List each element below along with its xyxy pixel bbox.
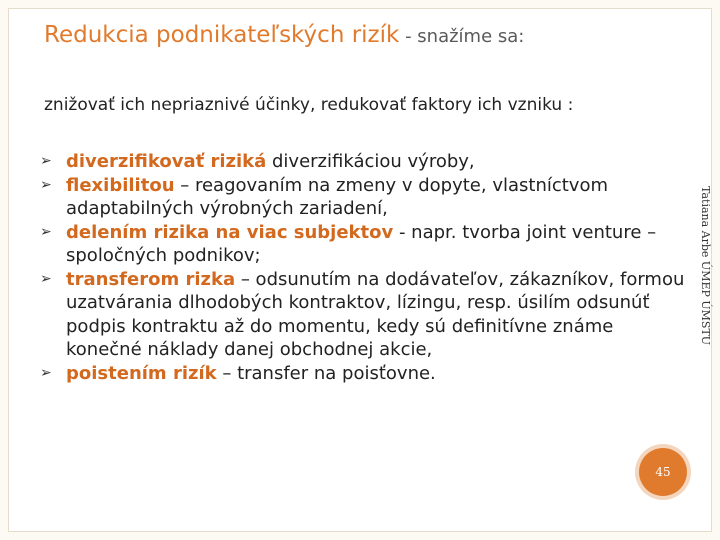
list-item — [40, 221, 690, 268]
arrow-bullet-icon: ➢ — [40, 223, 52, 240]
bullet-text: diverzifikáciou výroby, — [266, 151, 475, 172]
bullet-text: – transfer na poisťovne. — [216, 362, 436, 384]
page-number-badge: 45 — [639, 448, 687, 496]
bullet-text: – odsunutím na dodávateľov, zákazníkov, formou uzatvárania dlhodobých kontraktov, lízingu, resp. úsilím odsunúť podpis kontraktu až do momentu, kedy sú definitívne známe konečné náklady danej obchodnej akcie, — [66, 268, 685, 360]
list-item — [40, 362, 690, 386]
bullet-highlight: poistením rizík — [66, 362, 217, 384]
title-main: Redukcia podnikateľských rizík — [44, 22, 400, 48]
arrow-bullet-icon: ➢ — [40, 153, 52, 169]
bullet-highlight: delením rizika na viac subjektov — [66, 221, 394, 243]
slide-title — [44, 22, 524, 48]
list-item — [40, 150, 690, 174]
arrow-bullet-icon: ➢ — [40, 270, 52, 287]
bullet-text: – reagovaním na zmeny v dopyte, vlastníctvom adaptabilných výrobných zariadení, — [66, 174, 609, 219]
bullet-list — [40, 150, 690, 385]
bullet-highlight: transferom rizka — [66, 268, 236, 290]
list-item — [40, 268, 690, 362]
arrow-bullet-icon: ➢ — [40, 176, 52, 193]
intro-text: znižovať ich nepriaznivé účinky, redukovať faktory ich vzniku : — [44, 95, 574, 115]
arrow-bullet-icon: ➢ — [40, 364, 52, 381]
bullet-highlight: flexibilitou — [66, 174, 175, 196]
bullet-text: - napr. tvorba joint venture – spoločných podnikov; — [66, 221, 657, 266]
side-author-text: Tatiana Arbe ÚMEP ÚMSTU — [699, 186, 712, 346]
list-item — [40, 174, 690, 221]
bullet-highlight: diverzifikovať riziká — [66, 151, 267, 172]
title-subtitle: - snažíme sa: — [399, 26, 525, 47]
